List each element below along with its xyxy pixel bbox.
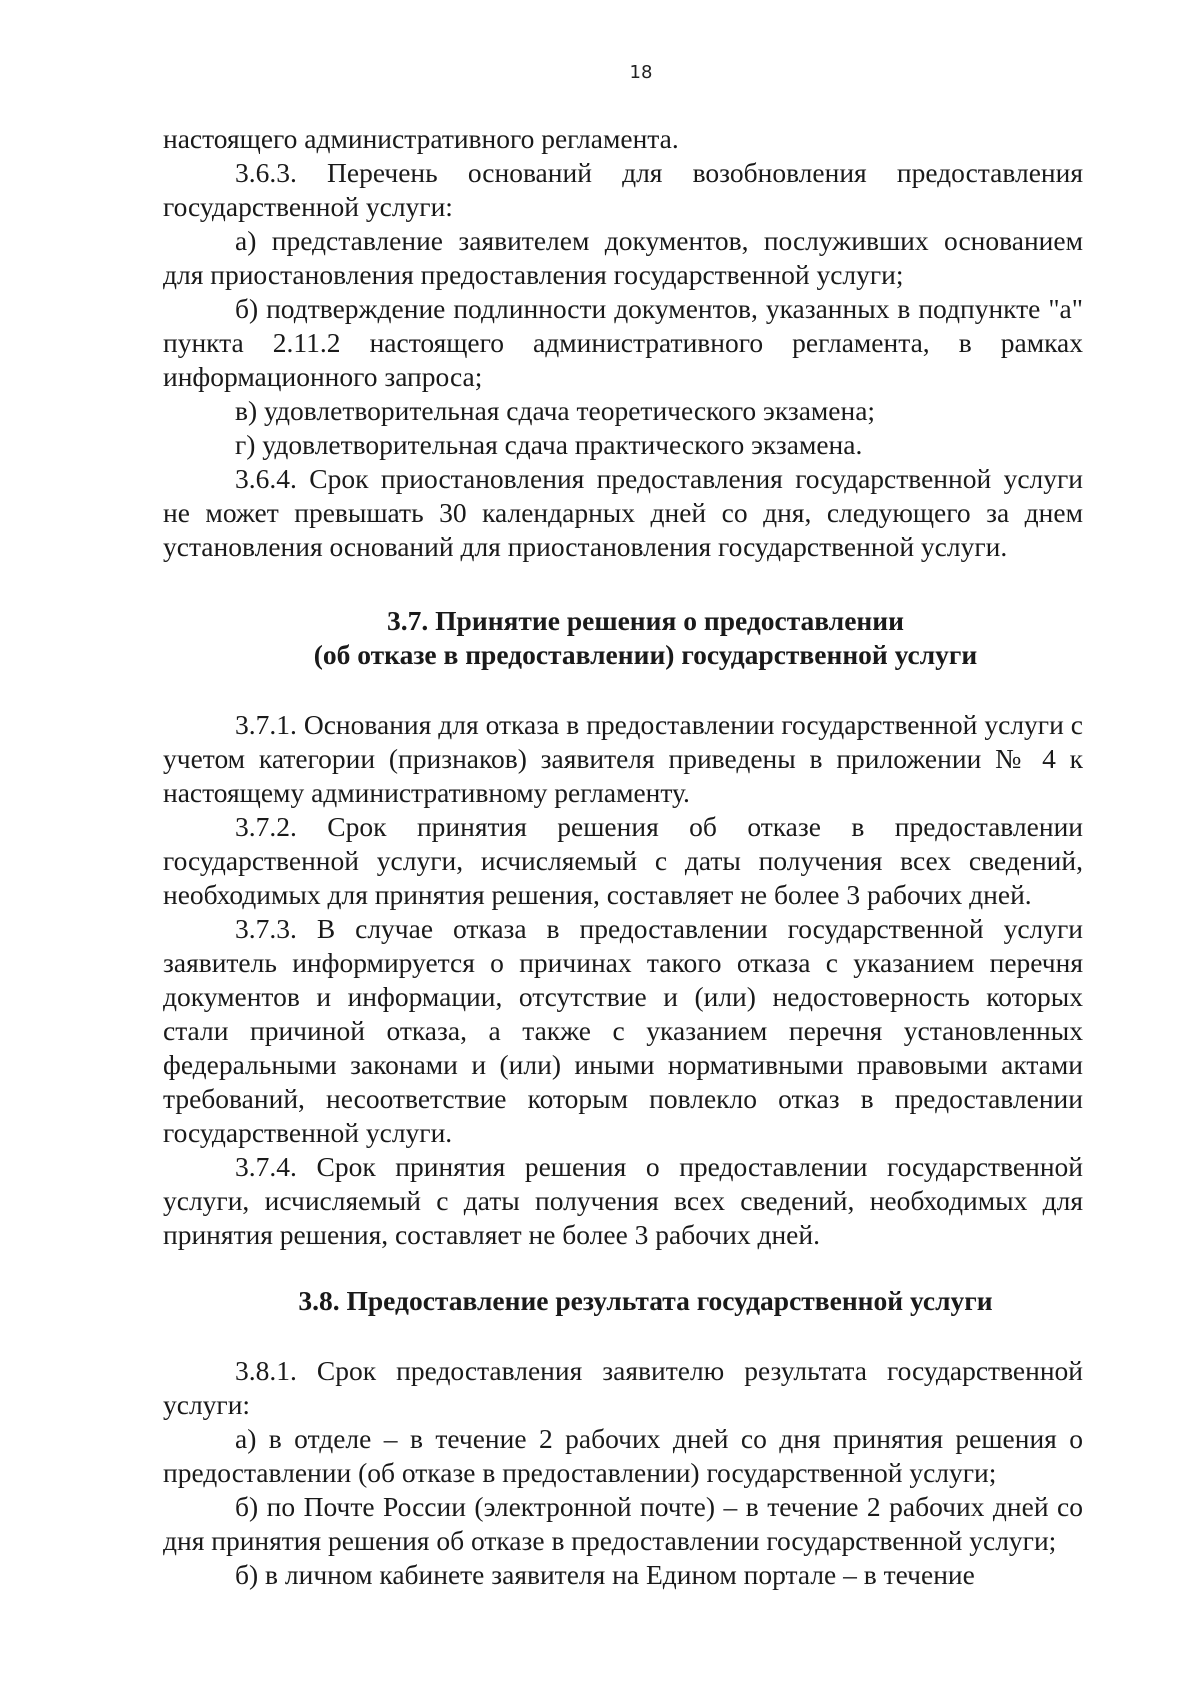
page-number: 18 [629, 62, 653, 83]
paragraph-3-6-4: 3.6.4. Срок приостановления предоставления государственной услуги не может превышать 30 календарных дней со дня, следующего за днем установления оснований для приостановления государственной услуги. [163, 463, 1083, 562]
paragraph-3-7-3: 3.7.3. В случае отказа в предоставлении государственной услуги заявитель информируется о причинах такого отказа с указанием перечня документов и информации, отсутствие и (или) недостоверность которых стали причиной отказа, а также с указанием перечня установленных федеральными законами и (или) иными нормативными правовыми актами требований, несоответствие которым повлекло отказ в предоставлении государственной услуги. [163, 913, 1083, 1148]
list-item-b-portal: б) в личном кабинете заявителя на Едином портале – в течение [235, 1559, 975, 1590]
list-item-a-dept: а) в отделе – в течение 2 рабочих дней со дня принятия решения о предоставлении (об отказе в предоставлении) государственной услуги; [163, 1423, 1083, 1488]
paragraph-3-6-3: 3.6.3. Перечень оснований для возобновления предоставления государственной услуги: [163, 157, 1083, 222]
list-item-a: а) представление заявителем документов, послуживших основанием для приостановления предоставления государственной услуги; [163, 225, 1083, 290]
paragraph-3-7-1: 3.7.1. Основания для отказа в предоставлении государственной услуги с учетом категории (признаков) заявителя приведены в приложении № 4 к настоящему административному регламенту. [163, 709, 1083, 808]
list-item-b-post: б) по Почте России (электронной почте) – в течение 2 рабочих дней со дня принятия решения об отказе в предоставлении государственной услуги; [163, 1491, 1083, 1556]
paragraph-3-7-2: 3.7.2. Срок принятия решения об отказе в предоставлении государственной услуги, исчисляемый с даты получения всех сведений, необходимых для принятия решения, составляет не более 3 рабочих дней. [163, 811, 1083, 910]
list-item-b: б) подтверждение подлинности документов, указанных в подпункте "а" пункта 2.11.2 настоящего административного регламента, в рамках информационного запроса; [163, 293, 1083, 392]
document-body [163, 122, 1083, 1592]
list-item-v: в) удовлетворительная сдача теоретического экзамена; [235, 395, 876, 426]
section-heading-3-7-line1: 3.7. Принятие решения о предоставлении [387, 605, 904, 636]
list-item-g: г) удовлетворительная сдача практического экзамена. [235, 429, 863, 460]
paragraph-3-7-4: 3.7.4. Срок принятия решения о предоставлении государственной услуги, исчисляемый с даты получения всех сведений, необходимых для принятия решения, составляет не более 3 рабочих дней. [163, 1151, 1083, 1250]
paragraph-continuation: настоящего административного регламента. [163, 123, 679, 154]
section-heading-3-7-line2: (об отказе в предоставлении) государственной услуги [313, 639, 978, 670]
section-heading-3-7 [163, 604, 1083, 672]
section-heading-3-8: 3.8. Предоставление результата государственной услуги [298, 1285, 993, 1316]
paragraph-3-8-1: 3.8.1. Срок предоставления заявителю результата государственной услуги: [163, 1355, 1083, 1420]
